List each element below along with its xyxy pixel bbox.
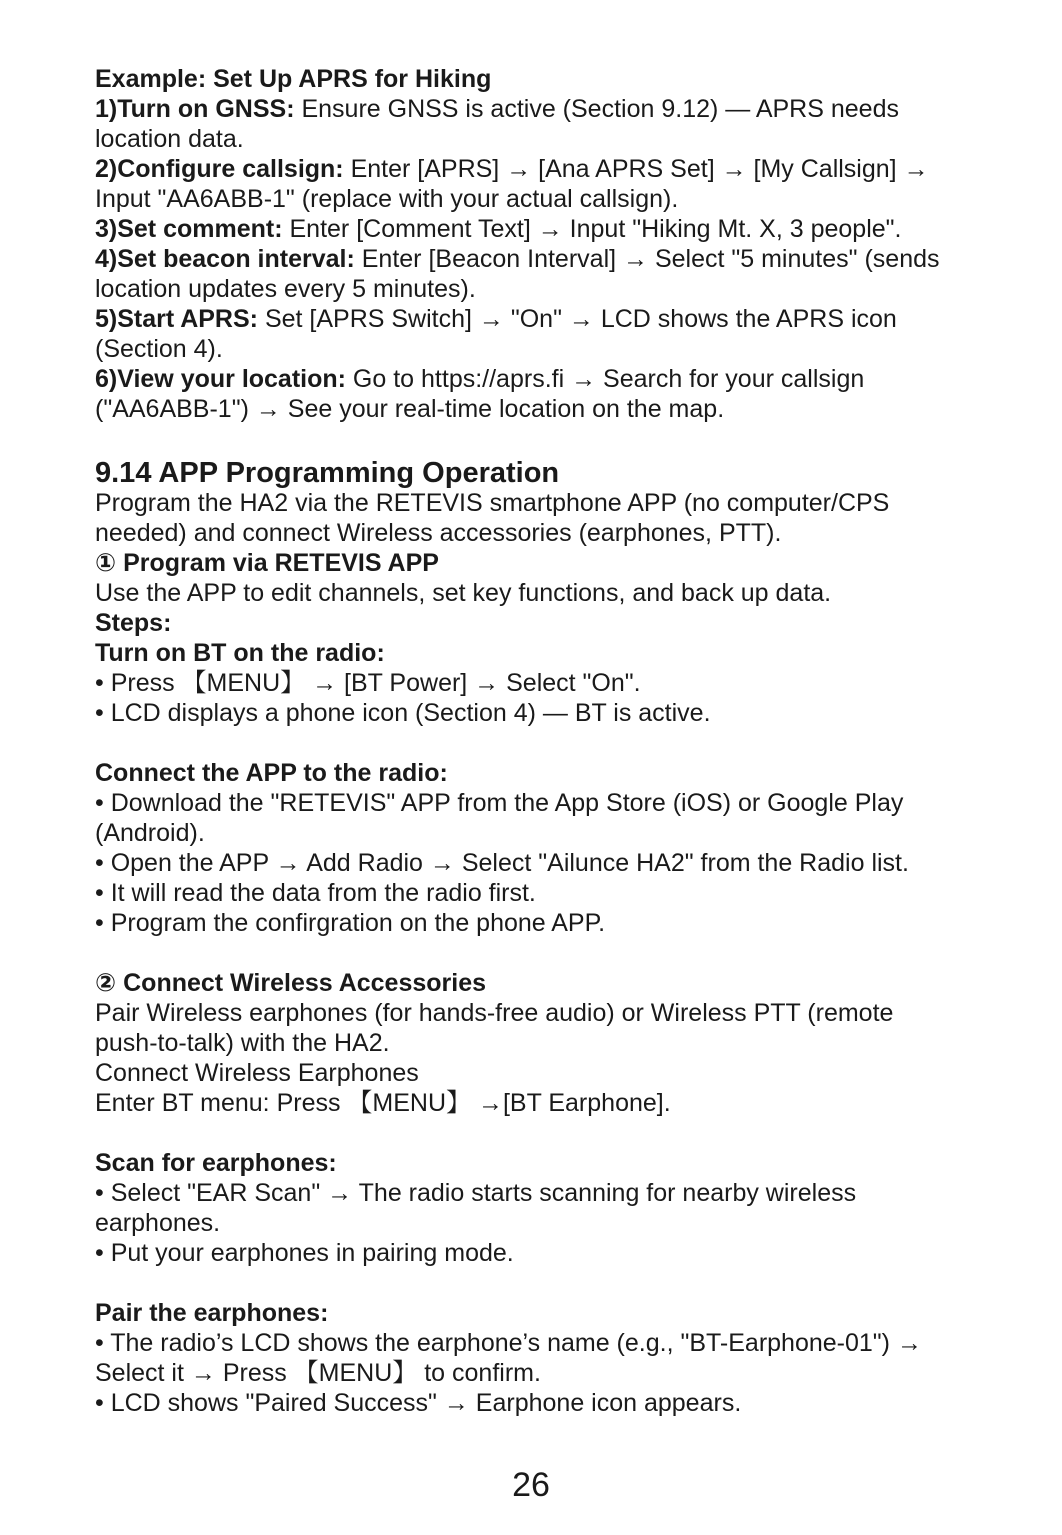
example-step-6 [95, 364, 975, 394]
spacer [95, 938, 975, 968]
subsection-2-desc: push-to-talk) with the HA2. [95, 1029, 390, 1057]
subsection-2-title: ② Connect Wireless Accessories [95, 969, 487, 997]
step-text: Enter [Beacon Interval] → Select "5 minutes" (sends [354, 245, 940, 273]
spacer [95, 1118, 975, 1148]
example-step-1 [95, 94, 975, 124]
example-step-2 [95, 154, 975, 184]
bullet-item-cont: (Android). [95, 819, 205, 847]
subsection-2-desc: Connect Wireless Earphones [95, 1059, 419, 1087]
section-intro-2: needed) and connect Wireless accessories (earphones, PTT). [95, 519, 782, 547]
step-text: Go to https://aprs.fi → Search for your callsign [345, 365, 865, 393]
bullet-item: • Put your earphones in pairing mode. [95, 1239, 514, 1267]
bullet-item: • Select "EAR Scan" → The radio starts scanning for nearby wireless [95, 1179, 857, 1207]
step-label: 5)Start APRS: [95, 305, 258, 333]
bt-on-title: Turn on BT on the radio: [95, 639, 385, 667]
example-title: Example: Set Up APRS for Hiking [95, 65, 492, 93]
bullet-item: • The radio’s LCD shows the earphone’s name (e.g., "BT-Earphone-01") → [95, 1329, 922, 1357]
spacer [95, 424, 975, 454]
example-step-4 [95, 244, 975, 274]
steps-label: Steps: [95, 609, 172, 637]
example-step-2-cont: Input "AA6ABB-1" (replace with your actual callsign). [95, 185, 679, 213]
spacer [95, 728, 975, 758]
subsection-2-desc: Pair Wireless earphones (for hands-free audio) or Wireless PTT (remote [95, 999, 894, 1027]
subsection-1-desc: Use the APP to edit channels, set key functions, and back up data. [95, 579, 832, 607]
example-step-3 [95, 214, 975, 244]
connect-title: Connect the APP to the radio: [95, 759, 448, 787]
example-step-6-cont: ("AA6ABB-1") → See your real-time location on the map. [95, 395, 725, 423]
step-label: 6)View your location: [95, 365, 346, 393]
bullet-item: • It will read the data from the radio first. [95, 879, 536, 907]
step-text: Enter [Comment Text] → Input "Hiking Mt. X, 3 people". [282, 215, 902, 243]
example-step-5-cont: (Section 4). [95, 335, 223, 363]
section-intro-1: Program the HA2 via the RETEVIS smartphone APP (no computer/CPS [95, 489, 890, 517]
bullet-item: • Open the APP → Add Radio → Select "Ailunce HA2" from the Radio list. [95, 849, 909, 877]
page-content [95, 64, 975, 1418]
bullet-item-cont: Select it → Press 【MENU】 to confirm. [95, 1359, 541, 1387]
bullet-item: • LCD shows "Paired Success" → Earphone icon appears. [95, 1389, 742, 1417]
subsection-2-desc: Enter BT menu: Press 【MENU】 →[BT Earphone]. [95, 1089, 671, 1117]
pair-title: Pair the earphones: [95, 1299, 329, 1327]
example-step-4-cont: location updates every 5 minutes). [95, 275, 476, 303]
spacer [95, 1268, 975, 1298]
step-label: 3)Set comment: [95, 215, 283, 243]
step-text: Set [APRS Switch] → "On" → LCD shows the APRS icon [258, 305, 897, 333]
bullet-item: • Program the confirgration on the phone APP. [95, 909, 606, 937]
scan-title: Scan for earphones: [95, 1149, 337, 1177]
step-text: Ensure GNSS is active (Section 9.12) — APRS needs [294, 95, 899, 123]
bullet-item-cont: earphones. [95, 1209, 221, 1237]
step-label: 4)Set beacon interval: [95, 245, 355, 273]
step-text: Enter [APRS] → [Ana APRS Set] → [My Callsign] → [343, 155, 929, 183]
step-label: 2)Configure callsign: [95, 155, 344, 183]
bullet-item: • LCD displays a phone icon (Section 4) — BT is active. [95, 699, 711, 727]
example-step-5 [95, 304, 975, 334]
step-label: 1)Turn on GNSS: [95, 95, 295, 123]
bullet-item: • Download the "RETEVIS" APP from the App Store (iOS) or Google Play [95, 789, 904, 817]
bullet-item: • Press 【MENU】 → [BT Power] → Select "On". [95, 669, 641, 697]
section-heading: 9.14 APP Programming Operation [95, 457, 560, 489]
example-step-1-cont: location data. [95, 125, 244, 153]
subsection-1-title: ① Program via RETEVIS APP [95, 549, 439, 577]
page-number: 26 [512, 1466, 550, 1504]
